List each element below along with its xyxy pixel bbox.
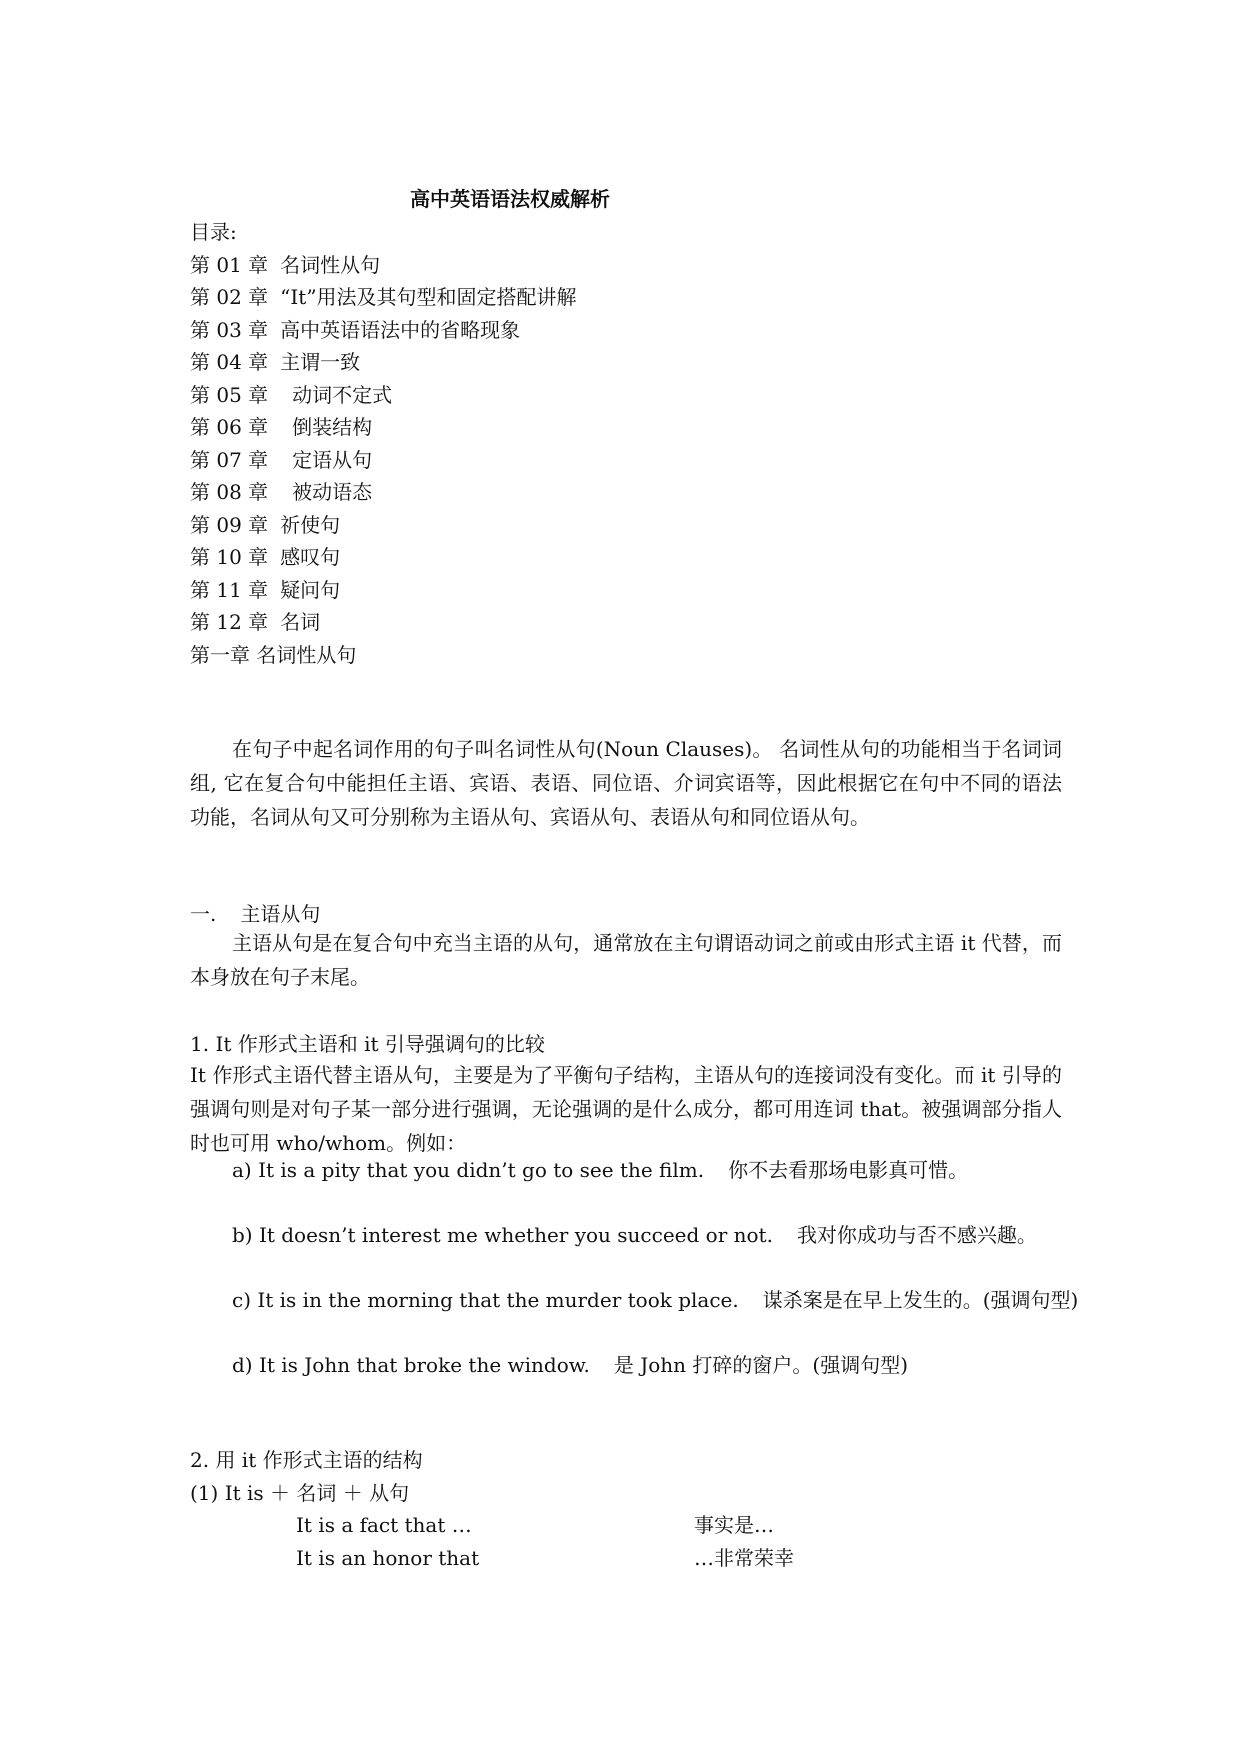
toc-item: 第 07 章 定语从句 [190, 448, 373, 472]
toc-item: 第 08 章 被动语态 [190, 480, 373, 504]
toc-item: 第 06 章 倒装结构 [190, 415, 373, 439]
toc-item: 第 11 章 疑问句 [190, 578, 341, 602]
toc-item: 第 12 章 名词 [190, 610, 321, 634]
subsection-body: It 作形式主语代替主语从句，主要是为了平衡句子结构，主语从句的连接词没有变化。而 it 引导的强调句则是对句子某一部分进行强调，无论强调的是什么成分，都可用连词 that。被强调部分指人时也可用 who/whom。例如： [190, 1063, 1062, 1155]
section-heading: 一. 主语从句 [190, 902, 321, 926]
pattern-en: It is a fact that … [296, 1513, 472, 1537]
toc-item: 第 02 章 “It”用法及其句型和固定搭配讲解 [190, 285, 577, 309]
toc-item: 第 03 章 高中英语语法中的省略现象 [190, 318, 521, 342]
toc-item: 第 01 章 名词性从句 [190, 253, 381, 277]
toc-item: 第 09 章 祈使句 [190, 513, 341, 537]
toc-item: 第 05 章 动词不定式 [190, 383, 393, 407]
pattern-zh: …非常荣幸 [694, 1546, 794, 1570]
intro-paragraph: 在句子中起名词作用的句子叫名词性从句(Noun Clauses)。 名词性从句的功能相当于名词词组, 它在复合句中能担任主语、宾语、表语、同位语、介词宾语等，因此根据它在句中不同的语法功能，名词从句又可分别称为主语从句、宾语从句、表语从句和同位语从句。 [190, 737, 1062, 829]
pattern-en: It is an honor that [296, 1546, 480, 1570]
example-item: d) It is John that broke the window. 是 John 打碎的窗户。(强调句型) [232, 1353, 909, 1377]
chapter-heading: 第一章 名词性从句 [190, 643, 357, 667]
page-title: 高中英语语法权威解析 [410, 187, 610, 211]
example-item: a) It is a pity that you didn’t go to see the film. 你不去看那场电影真可惜。 [232, 1158, 969, 1182]
toc-label: 目录: [190, 220, 237, 244]
toc-item: 第 10 章 感叹句 [190, 545, 341, 569]
section-body: 主语从句是在复合句中充当主语的从句，通常放在主句谓语动词之前或由形式主语 it 代替，而本身放在句子末尾。 [190, 931, 1062, 989]
pattern-zh: 事实是… [694, 1513, 774, 1537]
toc-item: 第 04 章 主谓一致 [190, 350, 361, 374]
subsection-heading: 1. It 作形式主语和 it 引导强调句的比较 [190, 1032, 545, 1056]
example-item: c) It is in the morning that the murder took place. 谋杀案是在早上发生的。(强调句型) [232, 1288, 1079, 1312]
example-item: b) It doesn’t interest me whether you succeed or not. 我对你成功与否不感兴趣。 [232, 1223, 1037, 1247]
pattern-formula: (1) It is ＋ 名词 ＋ 从句 [190, 1481, 410, 1505]
subsection-heading: 2. 用 it 作形式主语的结构 [190, 1448, 423, 1472]
